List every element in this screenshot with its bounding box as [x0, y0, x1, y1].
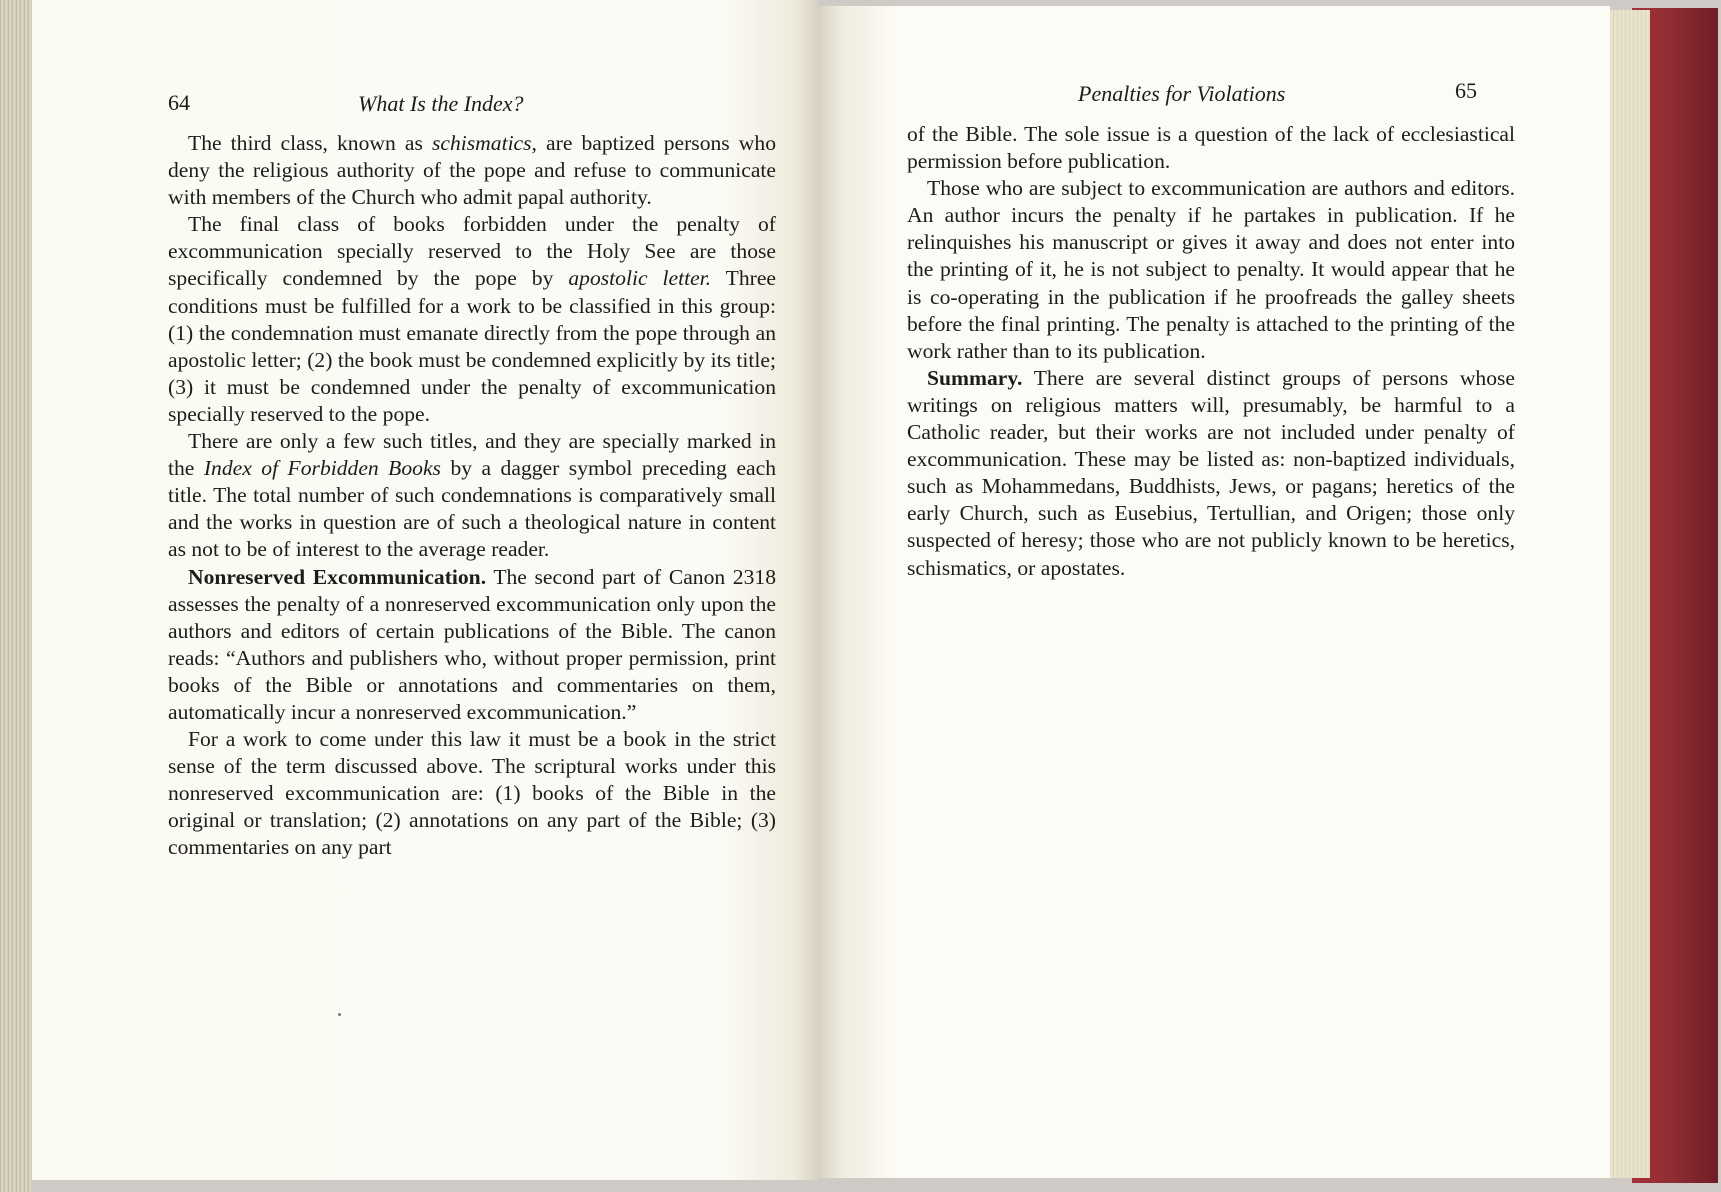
body-text [907, 121, 1515, 582]
paragraph [907, 365, 1515, 582]
paragraph [168, 211, 776, 428]
speck [338, 1013, 341, 1016]
running-head: Penalties for Violations [1078, 81, 1286, 106]
text-run: of the Bible. The sole issue is a question of the lack of ecclesiastical permission before publication. [907, 122, 1515, 174]
emphasis-text: Index of Forbidden Books [203, 456, 441, 481]
left-page [32, 0, 818, 1180]
text-run: The third class, known as [188, 131, 432, 155]
paragraph [907, 121, 1515, 175]
text-run: The final class of books forbidden under the penalty of excommunication specially reserved to the Holy See are those specifically condemned by the pope by [168, 212, 776, 291]
page-number: 64 [168, 90, 190, 115]
section-heading: Summary. [927, 365, 1023, 390]
text-run: There are only a few such titles, and they are specially marked in the [168, 429, 776, 481]
text-run: Three conditions must be fulfilled for a work to be classified in this group: (1) the condemnation must emanate directly from the pope through an apostolic letter; (2) the book must be condemned explicitly by its title; (3) it must be condemned under the penalty of excommunication specially reserved to the pope. [168, 266, 776, 426]
paragraph [168, 564, 776, 727]
running-head: What Is the Index? [358, 91, 524, 116]
text-run: For a work to come under this law it must be a book in the strict sense of the term discussed above. The scriptural works under this nonreserved excommunication are: (1) books of the Bible in the original or translation; (2) annotations on any part of the Bible; (3) commentaries on any part [168, 727, 776, 860]
text-run: The second part of Canon 2318 assesses the penalty of a nonreserved excommunication only upon the authors and editors of certain publications of the Bible. The canon reads: “Authors and publishers who, without proper permission, print books of the Bible or annotations and commentaries on them, automatically incur a nonreserved excommunication.” [168, 564, 776, 724]
page-number: 65 [1455, 78, 1477, 103]
right-page [818, 6, 1610, 1178]
left-page-edges [0, 0, 32, 1192]
text-run: Those who are subject to excommunication are authors and editors. An author incurs the penalty if he partakes in publication. If he relinquishes his manuscript or gives it away and does not enter into the printing of it, he is not subject to penalty. It would appear that he is co-operating in the publication if he proofreads the galley sheets before the final printing. The penalty is attached to the printing of the work rather than to its publication. [907, 176, 1515, 363]
emphasis-text: schismatics, [431, 131, 537, 155]
text-run: There are several distinct groups of persons whose writings on religious matters will, presumably, be harmful to a Catholic reader, but their works are not included under penalty of excommunication. These may be listed as: non-baptized individuals, such as Mohammedans, Buddhists, Jews, or pagans; heretics of the early Church, such as Eusebius, Tertullian, and Origen; those only suspected of heresy; those who are not publicly known to be heretics, schismatics, or apostates. [907, 365, 1515, 580]
section-heading: Nonreserved Excommunication. [188, 564, 487, 589]
paragraph [168, 130, 776, 211]
text-run: by a dagger symbol preceding each title. The total number of such condemnations is comparatively small and the works in question are of such a theological nature in content as not to be of interest to the average reader. [168, 456, 776, 562]
paragraph [168, 726, 776, 861]
body-text [168, 130, 776, 862]
text-run: are baptized persons who deny the religious authority of the pope and refuse to communicate with members of the Church who admit papal authority. [168, 131, 776, 210]
emphasis-text: apostolic letter. [568, 266, 712, 291]
paragraph [168, 428, 776, 563]
paragraph [907, 175, 1515, 365]
